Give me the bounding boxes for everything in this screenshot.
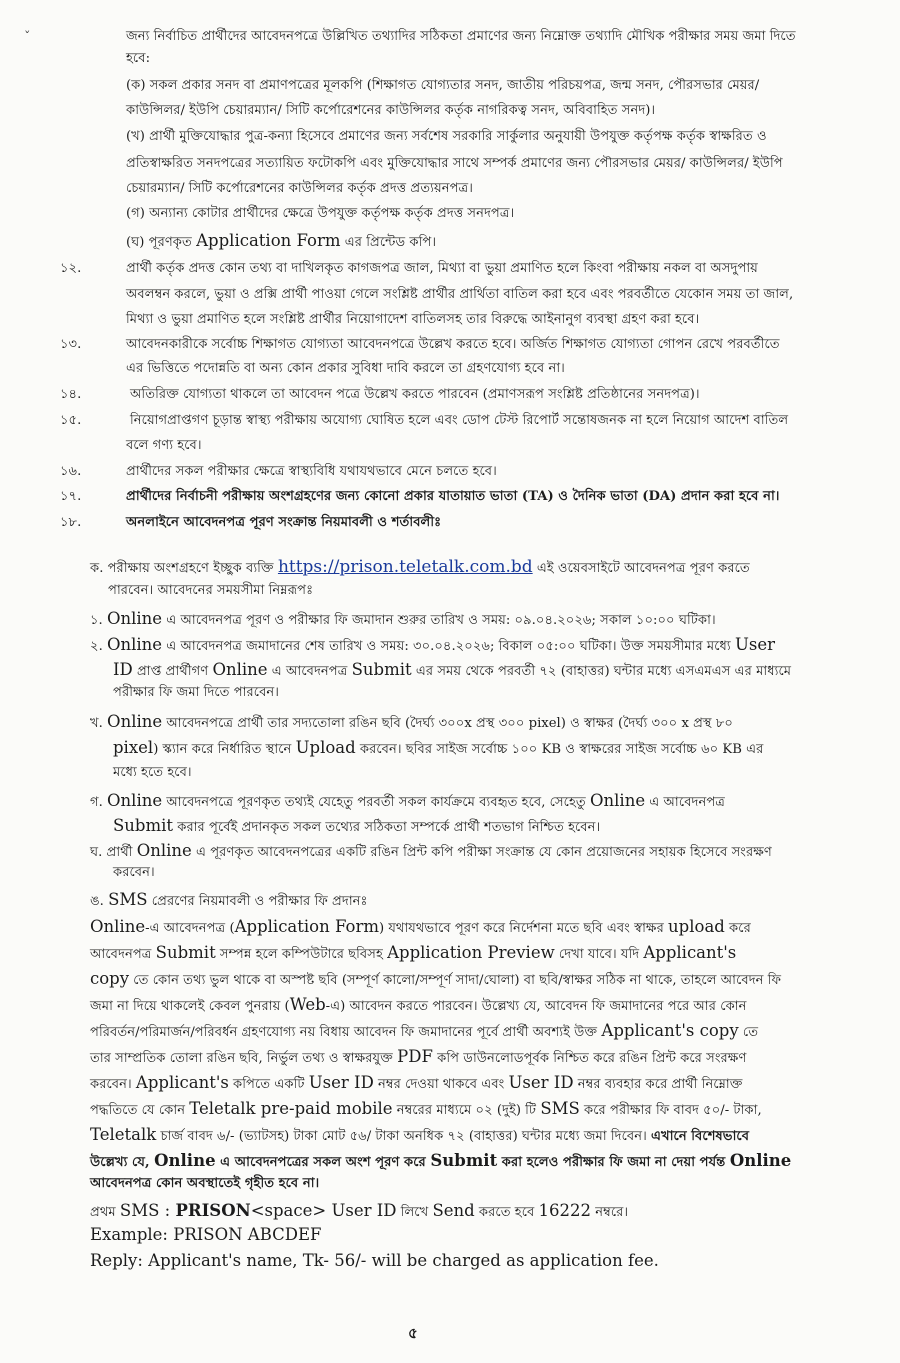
online-word: Online [729,1151,792,1170]
text-span: খ. [90,716,108,731]
para-line-5 [90,1020,758,1042]
teletalk-word: Teletalk [90,1125,157,1144]
online-item-ka-tail: এই ওয়েবসাইটে আবেদনপত্র পূরণ করতে [532,561,750,576]
para-line-3 [90,968,781,990]
text-span: নম্বরে। [591,1205,629,1220]
upload-word: upload [668,917,725,936]
online-word: Online [107,791,163,810]
online-item-ka-2: পারবেন। আবেদনের সময়সীমা নিম্নরূপঃ [108,583,314,598]
application-form-label: Application Form [234,917,379,936]
doc-item-kha-2: প্রতিস্বাক্ষরিত সনদপত্রের সত্যায়িত ফটোকপি এবং মুক্তিযোদ্ধার সাথে সম্পর্ক প্রমাণের জন্য পৌরসভার মেয়র/ কাউন্সিলর/ ইউপি [126,156,783,171]
online-word: Online [90,917,146,936]
page-number: ৫ [408,1324,418,1342]
item-12-line-3: মিথ্যা ও ভুয়া প্রমাণিত হলে সংশ্লিষ্ট প্রার্থীর নিয়োগাদেশ বাতিলসহ তার বিরুদ্ধে আইনানুগ ব্যবস্থা গ্রহণ করা হবে। [126,312,700,327]
schedule-start-num: ১. [90,613,107,628]
text-span: প্রাপ্ত প্রার্থীগণ [132,664,213,679]
text-span: এ আবেদনপত্রের সকল অংশ পূরণ করে [215,1155,431,1170]
applicants-copy-label: Applicant's copy [601,1021,739,1040]
item-16-line: প্রার্থীদের সকল পরীক্ষার ক্ষেত্রে স্বাস্থ্যবিধি যথাযথভাবে মেনে চলতে হবে। [126,464,497,479]
item-12-line-2: অবলম্বন করলে, ভুয়া ও প্রক্সি প্রার্থী পাওয়া গেলে সংশ্লিষ্ট প্রার্থীর প্রার্থিতা বাতিল করা হবে এবং পরবর্তীতে যেকোন সময় তা জাল, [126,287,794,302]
online-item-umo [90,889,368,911]
pixel-word: pixel [113,738,154,757]
text-span: জমা না দিয়ে থাকলেই কেবল পুনরায় ( [90,999,290,1014]
text-span: চার্জ বাবদ ৬/- (ভ্যাটসহ) টাকা মোট ৫৬/ টাকা অনধিক ৭২ (বাহাত্তর) ঘন্টার মধ্যে জমা দিবেন। [156,1129,651,1144]
text-span: কপিতে একটি [228,1077,309,1092]
text-span: করে [724,921,751,936]
schedule-end-3: পরীক্ষার ফি জমা দিতে পারবেন। [113,685,280,700]
text-span: গ. [90,795,108,810]
para-line-8 [90,1098,762,1120]
item-13-line-1: আবেদনকারীকে সর্বোচ্চ শিক্ষাগত যোগ্যতা আবেদনপত্রে উল্লেখ করতে হবে। অর্জিত শিক্ষাগত যোগ্যতা গোপন রেখে পরবর্তীতে [126,337,780,352]
item-18-heading: অনলাইনে আবেদনপত্র পূরণ সংক্রান্ত নিয়মাবলী ও শর্তাবলীঃ [126,515,442,530]
sms-word: SMS [108,890,148,909]
para-line-6 [90,1046,746,1068]
sms-instruction [90,1200,628,1222]
item-15-number: ১৫. [60,413,82,428]
submit-word: Submit [430,1151,498,1170]
schedule-end-num: ২. [90,639,107,654]
schedule-start [90,608,716,630]
copy-word: copy [90,969,130,988]
text-span: নম্বরের মাধ্যমে ০২ (দুই) টি [392,1103,541,1118]
item-13-line-2: এর ভিত্তিতে পদোন্নতি বা অন্য কোন প্রকার সুবিধা দাবি করলে তা গ্রহণযোগ্য হবে না। [126,361,565,376]
online-item-ga-2 [113,815,600,837]
doc-item-gha-text: (ঘ) পূরণকৃত [126,235,197,250]
online-item-gha-1 [90,840,772,862]
text-span: ঘ. প্রার্থী [90,845,137,860]
text-span: লিখে [396,1205,433,1220]
applicants-word: Applicant's [643,943,737,962]
applicants-word: Applicant's [135,1073,229,1092]
doc-item-kha-1: (খ) প্রার্থী মুক্তিযোদ্ধার পুত্র-কন্যা হিসেবে প্রমাণের জন্য সর্বশেষ সরকারি সার্কুলার অনুযায়ী উপযুক্ত কর্তৃপক্ষ কর্তৃক স্বাক্ষরিত ও [126,129,767,144]
text-span: প্রেরণের নিয়মাবলী ও পরীক্ষার ফি প্রদানঃ [147,894,368,909]
text-span: উল্লেখ্য যে, [90,1155,155,1170]
pdf-word: PDF [397,1047,433,1066]
text-span: এ আবেদনপত্র [645,795,725,810]
online-word: Online [154,1151,216,1170]
schedule-start-text: এ আবেদনপত্র পূরণ ও পরীক্ষার ফি জমাদান শুরুর তারিখ ও সময়: ০৯.০৪.২০২৬; সকাল ১০:০০ ঘটিকা। [162,613,716,628]
intro-line-2: হবে: [126,51,151,66]
application-preview-label: Application Preview [387,943,555,962]
corner-mark: ˇ [24,30,31,45]
item-18-number: ১৮. [60,515,82,530]
prison-keyword: PRISON [175,1201,251,1220]
web-word: Web [289,995,326,1014]
text-span: পদ্ধতিতে যে কোন [90,1103,190,1118]
text-span: করা হলেও পরীক্ষার ফি জমা না দেয়া পর্যন্ত [497,1155,730,1170]
online-item-kha-3: মধ্যে হতে হবে। [113,765,192,780]
item-16-number: ১৬. [60,464,82,479]
text-span: করে পরীক্ষার ফি বাবদ ৫০/- টাকা, [579,1103,762,1118]
text-span: তে কোন তথ্য ভুল থাকে বা অস্পষ্ট ছবি (সম্পূর্ণ কালো/সম্পূর্ণ সাদা/ঘোলা) বা ছবি/স্বাক্ষর সঠিক না থাকে, তাহলে আবেদন ফি [129,973,782,988]
online-item-ka-1 [90,558,750,578]
sms-word: SMS [540,1099,580,1118]
doc-item-ga: (গ) অন্যান্য কোটার প্রার্থীদের ক্ষেত্রে উপযুক্ত কর্তৃপক্ষ কর্তৃক প্রদত্ত সনদপত্র। [126,206,515,221]
space-token: <space> [250,1201,332,1220]
doc-item-ka-2: কাউন্সিলর/ ইউপি চেয়ারম্যান/ সিটি কর্পোরেশনের কাউন্সিলর কর্তৃক নাগরিকত্ব সনদ, অবিবাহিত সনদ)। [126,103,656,118]
text-span: নম্বর দেওয়া থাকবে এবং [373,1077,509,1092]
text-span: -এ) আবেদন করতে পারবেন। উল্লেখ্য যে, আবেদন ফি জমাদানের পরে আর কোন [325,999,747,1014]
item-12-number: ১২. [60,261,82,276]
online-word: Online [106,635,163,654]
text-span: করবেন। ছবির সাইজ সর্বোচ্চ ১০০ KB ও স্বাক্ষরের সাইজ সর্বোচ্চ ৬০ KB এর [355,742,764,757]
online-word: Online [107,712,163,731]
text-span: তার সাম্প্রতিক তোলা রঙিন ছবি, নির্ভুল তথ্য ও স্বাক্ষরযুক্ত [90,1051,398,1066]
text-span: এ পূরণকৃত আবেদনপত্রের একটি রঙিন প্রিন্ট কপি পরীক্ষা সংক্রান্ত যে কোন প্রয়োজনের সহায়ক হিসেবে সংরক্ষণ [191,845,772,860]
text-span: -এ আবেদনপত্র ( [145,921,235,936]
prison-teletalk-link[interactable]: https://prison.teletalk.com.bd [277,557,533,577]
user-id-word: User ID [508,1073,574,1092]
online-item-kha-1 [90,711,733,733]
reply-line: Reply: Applicant's name, Tk- 56/- will be charged as application fee. [90,1251,659,1270]
online-word: Online [106,609,163,628]
online-word: Online [212,660,268,679]
schedule-end-1 [90,634,775,656]
online-item-ga-1 [90,790,725,812]
text-span: তে [738,1025,759,1040]
id-word: ID [113,660,133,679]
user-id-word: User ID [308,1073,374,1092]
text-span: এ আবেদনপত্র [267,664,352,679]
item-14-number: ১৪. [60,387,82,402]
item-12-line-1: প্রার্থী কর্তৃক প্রদত্ত কোন তথ্য বা দাখিলকৃত কাগজপত্র জাল, মিথ্যা বা ভুয়া প্রমাণিত হলে কিংবা পরীক্ষায় নকল বা অসদুপায় [126,261,758,276]
text-span: ) স্ক্যান করে নির্ধারিত স্থানে [153,742,296,757]
upload-word: Upload [295,738,356,757]
text-span: আবেদনপত্র [90,947,156,962]
para-line-4 [90,994,747,1016]
user-word: User [734,635,775,654]
schedule-end-2 [113,659,791,681]
item-15-line-1: নিয়োগপ্রাপ্তগণ চূড়ান্ত স্বাস্থ্য পরীক্ষায় অযোগ্য ঘোষিত হলে এবং ডোপ টেস্ট রিপোর্ট সন্তোষজনক না হলে নিয়োগ আদেশ বাতিল [130,413,789,428]
text-span: কপি ডাউনলোডপূর্বক নিশ্চিত করে রঙিন প্রিন্ট করে সংরক্ষণ [432,1051,747,1066]
text-span: আবেদনপত্রে প্রার্থী তার সদ্যতোলা রঙিন ছবি (দৈর্ঘ্য ৩০০x প্রস্থ ৩০০ pixel) ও স্বাক্ষর (দৈর্ঘ্য ৩০০ x প্রস্থ ৮০ [162,716,733,731]
para-line-11: আবেদনপত্র কোন অবস্থাতেই গৃহীত হবে না। [90,1176,320,1191]
text-span: নম্বর ব্যবহার করে প্রার্থী নিম্নোক্ত [573,1077,743,1092]
sms-number: 16222 [538,1201,592,1220]
text-span: করতে হবে [474,1205,539,1220]
online-word: Online [589,791,646,810]
user-id-word: User ID [331,1201,397,1220]
text-span: দেখা যাবে। যদি [554,947,644,962]
text-span: করবেন। [90,1077,136,1092]
online-item-gha-2: করবেন। [113,865,155,880]
doc-item-gha [126,230,436,252]
doc-item-kha-3: চেয়ারম্যান/ সিটি কর্পোরেশনের কাউন্সিলর কর্তৃক প্রদত্ত প্রত্যয়নপত্র। [126,181,473,196]
send-word: Send [432,1201,475,1220]
text-span: করার পূর্বেই প্রদানকৃত সকল তথ্যের সঠিকতা সম্পর্কে প্রার্থী শতভাগ নিশ্চিত হবেন। [173,820,601,835]
text-span: এর সময় থেকে পরবর্তী ৭২ (বাহাত্তর) ঘন্টার মধ্যে এসএমএস এর মাধ্যমে [411,664,792,679]
doc-item-gha-tail: এর প্রিন্টেড কপি। [340,235,437,250]
sms-word: SMS : [119,1201,176,1220]
application-form-label: Application Form [196,231,341,250]
intro-line-1: জন্য নির্বাচিত প্রার্থীদের আবেদনপত্রে উল্লিখিত তথ্যাদির সঠিকতা প্রমাণের জন্য নিম্নোক্ত তথ্যাদি মৌখিক পরীক্ষার সময় জমা দিতে [126,29,796,44]
text-span: সম্পন্ন হলে কম্পিউটারে ছবিসহ [215,947,388,962]
text-span: পরিবর্তন/পরিমার্জন/পরিবর্ধন গ্রহণযোগ্য নয় বিধায় আবেদন ফি জমাদানের পূর্বে প্রার্থী অবশ্যই উক্ত [90,1025,602,1040]
item-17-line: প্রার্থীদের নির্বাচনী পরীক্ষায় অংশগ্রহণের জন্য কোনো প্রকার যাতায়াত ভাতা (TA) ও দৈনিক ভাতা (DA) প্রদান করা হবে না। [126,489,780,504]
online-item-ka-text: ক. পরীক্ষায় অংশগ্রহণে ইচ্ছুক ব্যক্তি [90,561,278,576]
schedule-end-text: এ আবেদনপত্র জমাদানের শেষ তারিখ ও সময়: ৩০.০৪.২০২৬; বিকাল ০৫:০০ ঘটিকা। উক্ত সময়সীমার মধ্যে [162,639,735,654]
online-word: Online [136,841,192,860]
item-15-line-2: বলে গণ্য হবে। [126,438,202,453]
submit-word: Submit [113,816,174,835]
online-item-kha-2 [113,737,763,759]
example-line: Example: PRISON ABCDEF [90,1225,322,1244]
text-span: আবেদনপত্রে পূরণকৃত তথ্যই যেহেতু পরবর্তী সকল কার্যক্রমে ব্যবহৃত হবে, সেহেতু [162,795,590,810]
text-span: ঙ. [90,894,109,909]
para-line-10 [90,1150,791,1172]
text-span: ) যথাযথভাবে পূরণ করে নির্দেশনা মতে ছবি এবং স্বাক্ষর [379,921,669,936]
item-17-number: ১৭. [60,489,82,504]
para-line-2 [90,942,736,964]
submit-word: Submit [155,943,216,962]
submit-word: Submit [351,660,412,679]
para-line-1 [90,916,751,938]
doc-item-ka-1: (ক) সকল প্রকার সনদ বা প্রমাণপত্রের মূলকপি (শিক্ষাগত যোগ্যতার সনদ, জাতীয় পরিচয়পত্র, জন্ম সনদ, পৌরসভার মেয়র/ [126,78,760,93]
para-line-7 [90,1072,743,1094]
emphasis-text: এখানে বিশেষভাবে [651,1129,750,1144]
teletalk-prepaid-label: Teletalk pre-paid mobile [189,1099,393,1118]
item-14-line: অতিরিক্ত যোগ্যতা থাকলে তা আবেদন পত্রে উল্লেখ করতে পারবেন (প্রমাণসরূপ সংশ্লিষ্ট প্রতিষ্ঠানের সনদপত্র)। [130,387,700,402]
item-13-number: ১৩. [60,337,82,352]
text-span: প্রথম [90,1205,120,1220]
para-line-9 [90,1124,749,1146]
